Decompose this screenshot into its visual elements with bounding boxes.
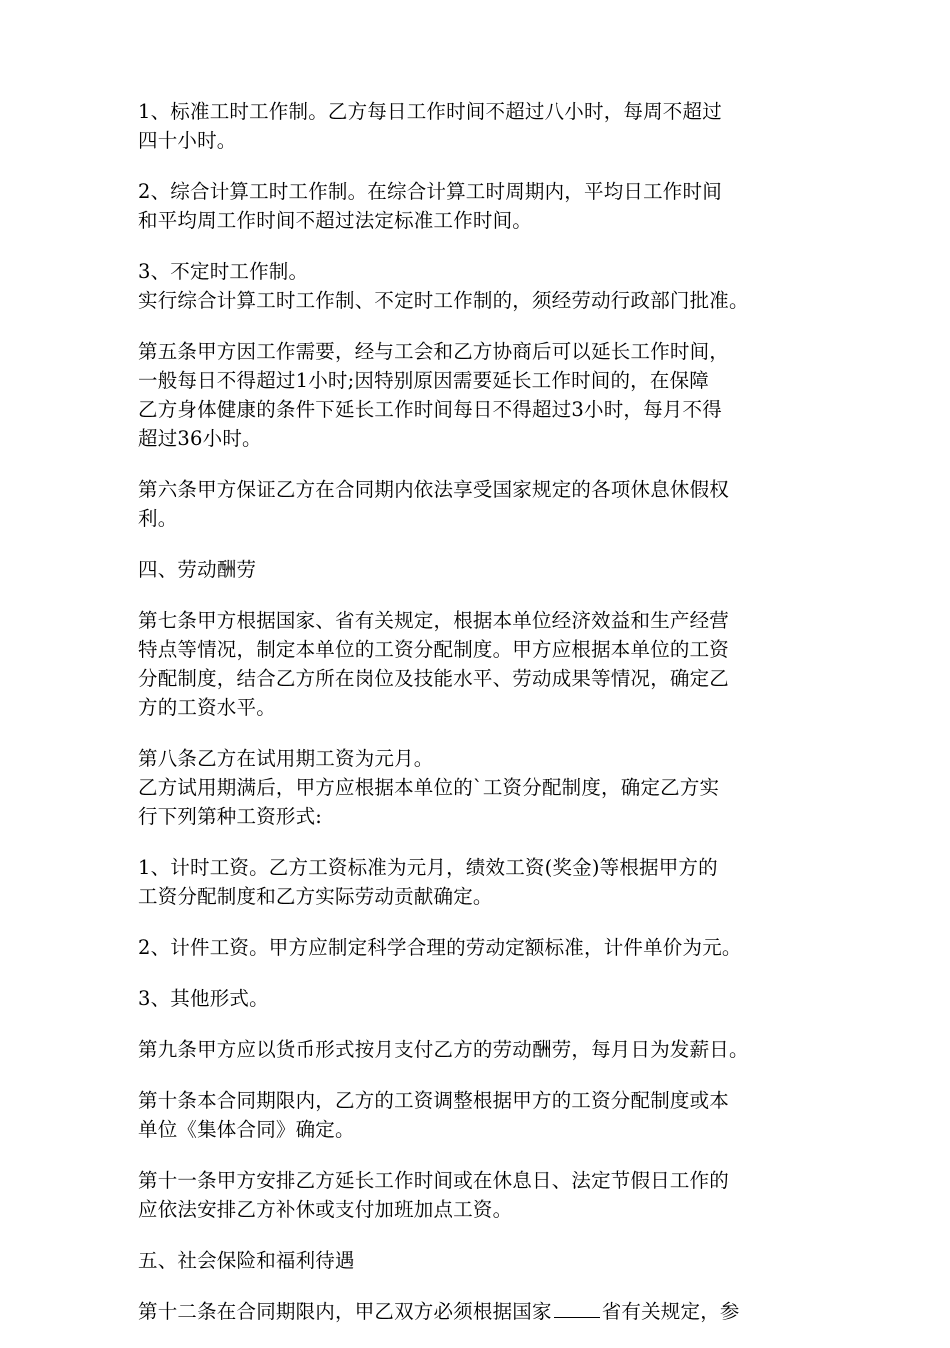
text-line: 单位《集体合同》确定。 [138, 1118, 355, 1141]
text-line: 方的工资水平。 [138, 696, 276, 719]
text-line: 特点等情况，制定本单位的工资分配制度。甲方应根据本单位的工资 [138, 638, 730, 661]
text-line: 第十一条甲方安排乙方延长工作时间或在休息日、法定节假日工作的 [138, 1169, 730, 1192]
text-line: 行下列第种工资形式: [138, 805, 323, 828]
text-line: 一般每日不得超过1小时;因特别原因需要延长工作时间的，在保障 [138, 369, 709, 392]
paragraph-p12 [138, 1035, 818, 1064]
text-line: 四十小时。 [138, 129, 237, 152]
text-line: 工资分配制度和乙方实际劳动贡献确定。 [138, 885, 493, 908]
text-line: 应依法安排乙方补休或支付加班加点工资。 [138, 1198, 513, 1221]
text-line: 1、计时工资。乙方工资标准为元月，绩效工资(奖金)等根据甲方的 [138, 856, 718, 879]
text-line: 实行综合计算工时工作制、不定时工作制的，须经劳动行政部门批准。 [138, 289, 749, 312]
text-before-blank: 第十二条在合同期限内，甲乙双方必须根据国家 [138, 1300, 552, 1323]
paragraph-p1 [138, 97, 818, 155]
paragraph-p4 [138, 337, 818, 453]
paragraph-p15 [138, 1246, 818, 1275]
paragraph-p2 [138, 177, 818, 235]
text-line [138, 1297, 818, 1326]
paragraph-p8 [138, 744, 818, 831]
text-line: 第九条甲方应以货币形式按月支付乙方的劳动酬劳，每月日为发薪日。 [138, 1038, 749, 1061]
fill-in-blank [554, 1299, 600, 1318]
document-page [138, 97, 818, 1348]
paragraph-p10 [138, 933, 818, 962]
text-line: 第五条甲方因工作需要，经与工会和乙方协商后可以延长工作时间， [138, 340, 730, 363]
text-line: 3、其他形式。 [138, 987, 269, 1010]
text-line: 四、劳动酬劳 [138, 558, 257, 581]
text-line: 第七条甲方根据国家、省有关规定，根据本单位经济效益和生产经营 [138, 609, 730, 632]
text-line: 超过36小时。 [138, 427, 262, 450]
text-line: 利。 [138, 507, 178, 530]
text-line: 乙方身体健康的条件下延长工作时间每日不得超过3小时，每月不得 [138, 398, 722, 421]
paragraph-p9 [138, 853, 818, 911]
text-line: 2、综合计算工时工作制。在综合计算工时周期内，平均日工作时间 [138, 180, 722, 203]
text-line: 和平均周工作时间不超过法定标准工作时间。 [138, 209, 533, 232]
paragraph-p16 [138, 1297, 818, 1326]
paragraph-p6 [138, 555, 818, 584]
text-line: 2、计件工资。甲方应制定科学合理的劳动定额标准，计件单价为元。 [138, 936, 742, 959]
paragraph-p11 [138, 984, 818, 1013]
text-line: 乙方试用期满后，甲方应根据本单位的`工资分配制度，确定乙方实 [138, 776, 720, 799]
text-line: 第六条甲方保证乙方在合同期内依法享受国家规定的各项休息休假权 [138, 478, 730, 501]
text-line: 第八条乙方在试用期工资为元月。 [138, 747, 434, 770]
text-line: 分配制度，结合乙方所在岗位及技能水平、劳动成果等情况，确定乙 [138, 667, 730, 690]
text-after-blank: 省有关规定，参 [601, 1300, 740, 1323]
paragraph-p5 [138, 475, 818, 533]
paragraph-p13 [138, 1086, 818, 1144]
text-line: 1、标准工时工作制。乙方每日工作时间不超过八小时，每周不超过 [138, 100, 722, 123]
paragraph-p7 [138, 606, 818, 722]
text-line: 第十条本合同期限内，乙方的工资调整根据甲方的工资分配制度或本 [138, 1089, 730, 1112]
paragraph-p14 [138, 1166, 818, 1224]
paragraph-p3 [138, 257, 818, 315]
text-line: 3、不定时工作制。 [138, 260, 309, 283]
text-line: 五、社会保险和福利待遇 [138, 1249, 355, 1272]
